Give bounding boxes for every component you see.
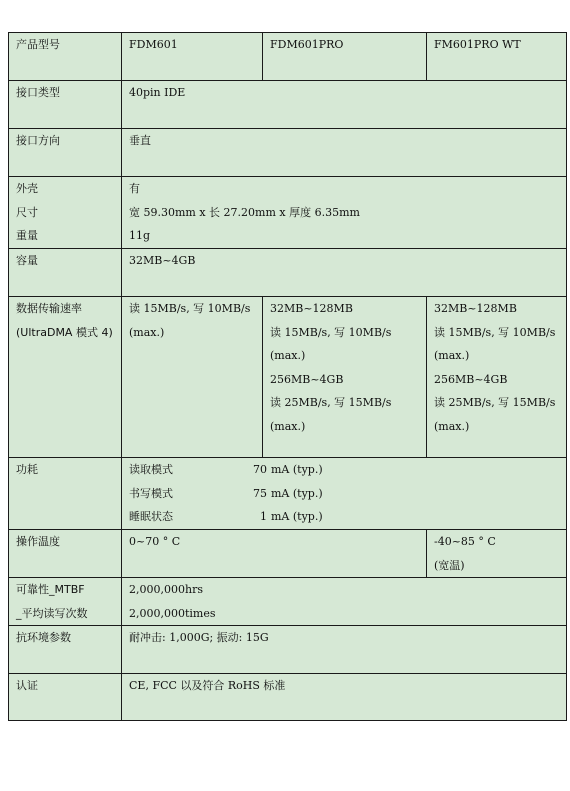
- transfer-rate-fm601pro-wt: [427, 297, 567, 458]
- list-item: 32MB~128MB: [434, 302, 517, 315]
- mtbf-value: 2,000,000hrs: [129, 583, 203, 596]
- list-item: (max.): [270, 349, 306, 362]
- list-item: (max.): [434, 419, 470, 433]
- table-row-certification: [9, 674, 567, 721]
- interface-type-value: 40pin IDE: [122, 81, 567, 129]
- temperature-wide: -40~85 ° C (宽温): [427, 530, 567, 578]
- size-value: 宽 59.30mm x 长 27.20mm x 厚度 6.35mm: [129, 205, 360, 219]
- table-row-interface-type: [9, 81, 567, 129]
- power-read: 读取模式 70 mA (typ.): [129, 463, 323, 476]
- physical-values: [122, 177, 567, 249]
- reliability-values: [122, 578, 567, 626]
- label-rw-cycles: _平均读写次数: [16, 606, 88, 620]
- list-item: 256MB~4GB: [434, 372, 508, 386]
- label-shell: 外壳: [16, 182, 38, 195]
- interface-direction-value: 垂直: [122, 129, 567, 177]
- table-row-reliability: [9, 578, 567, 626]
- row-label-reliability: [9, 578, 122, 626]
- list-item: (max.): [129, 325, 165, 339]
- list-item: (max.): [434, 349, 470, 362]
- row-label-interface-direction: 接口方向: [9, 129, 122, 177]
- shell-value: 有: [129, 182, 140, 195]
- model-fdm601pro: FDM601PRO: [263, 33, 427, 81]
- transfer-rate-fdm601: [122, 297, 263, 458]
- list-item: 读 15MB/s, 写 10MB/s: [129, 302, 251, 315]
- list-item: 256MB~4GB: [270, 372, 344, 386]
- row-label-environment: 抗环境参数: [9, 626, 122, 674]
- list-item: 读 15MB/s, 写 10MB/s: [270, 325, 392, 339]
- label-mtbf: 可靠性_MTBF: [16, 583, 85, 596]
- row-label-power: 功耗: [9, 458, 122, 530]
- label-udma: (UltraDMA 模式 4): [16, 325, 113, 339]
- row-label-physical: [9, 177, 122, 249]
- table-row-physical: [9, 177, 567, 249]
- label-transfer-rate: 数据传输速率: [16, 302, 82, 315]
- certification-value: CE, FCC 以及符合 RoHS 标准: [122, 674, 567, 721]
- table-row-environment: [9, 626, 567, 674]
- table-row-temperature: [9, 530, 567, 578]
- table-row-capacity: [9, 249, 567, 297]
- list-item: 读 25MB/s, 写 15MB/s: [434, 396, 556, 409]
- row-label-model: 产品型号: [9, 33, 122, 81]
- list-item: 读 15MB/s, 写 10MB/s: [434, 325, 556, 339]
- list-item: (max.): [270, 419, 306, 433]
- weight-value: 11g: [129, 229, 151, 242]
- row-label-temperature: 操作温度: [9, 530, 122, 578]
- environment-value: 耐冲击: 1,000G; 振动: 15G: [122, 626, 567, 674]
- table-row-model: [9, 33, 567, 81]
- label-size: 尺寸: [16, 205, 38, 219]
- temperature-standard: 0~70 ° C: [122, 530, 427, 578]
- list-item: 32MB~128MB: [270, 302, 353, 315]
- table-row-power: [9, 458, 567, 530]
- label-weight: 重量: [16, 229, 38, 242]
- power-sleep: 睡眠状态 1 mA (typ.): [129, 510, 323, 523]
- row-label-transfer-rate: [9, 297, 122, 458]
- rw-cycles-value: 2,000,000times: [129, 606, 216, 620]
- model-fm601pro-wt: FM601PRO WT: [427, 33, 567, 81]
- capacity-value: 32MB~4GB: [122, 249, 567, 297]
- table-row-interface-direction: [9, 129, 567, 177]
- table-row-transfer-rate: [9, 297, 567, 458]
- row-label-capacity: 容量: [9, 249, 122, 297]
- transfer-rate-fdm601pro: [263, 297, 427, 458]
- power-values: [122, 458, 567, 530]
- spec-table: [8, 32, 567, 721]
- list-item: 读 25MB/s, 写 15MB/s: [270, 396, 392, 409]
- power-write: 书写模式 75 mA (typ.): [129, 486, 323, 500]
- row-label-interface-type: 接口类型: [9, 81, 122, 129]
- row-label-certification: 认证: [9, 674, 122, 721]
- model-fdm601: FDM601: [122, 33, 263, 81]
